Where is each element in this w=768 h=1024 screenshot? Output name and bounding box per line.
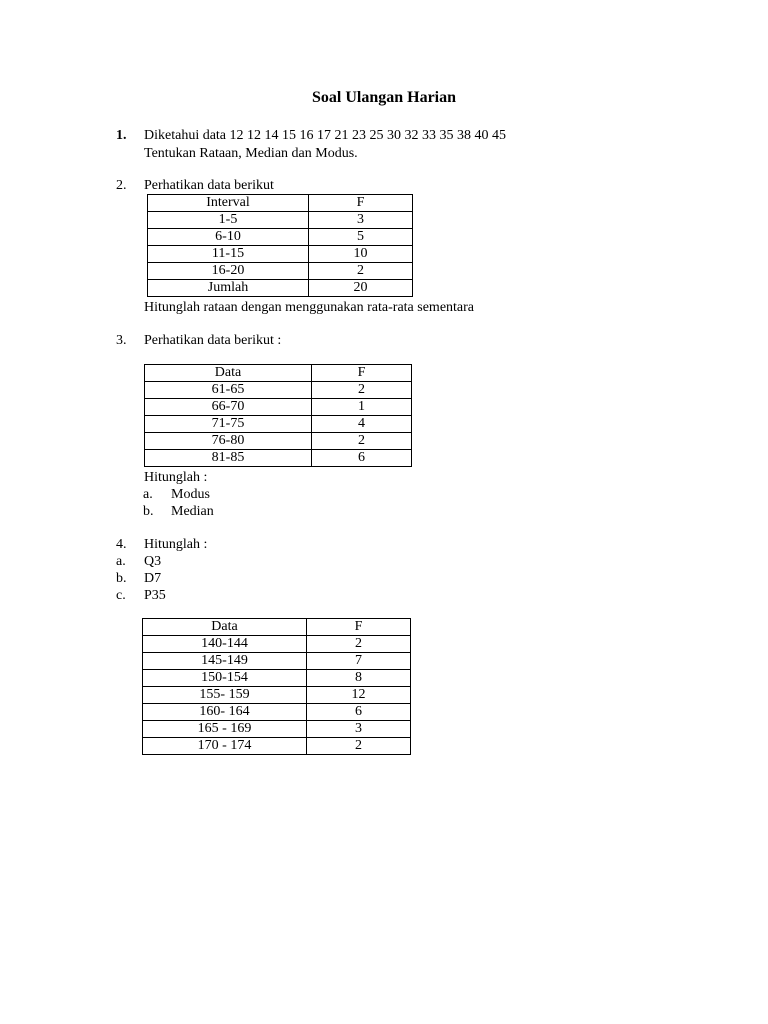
table-header-row xyxy=(148,195,413,212)
table-cell: 140-144 xyxy=(143,636,307,653)
list-item-letter: c. xyxy=(116,588,126,603)
table-header-cell: F xyxy=(309,195,413,212)
table-cell: 2 xyxy=(307,636,411,653)
table-cell: 8 xyxy=(307,670,411,687)
table-row xyxy=(148,280,413,297)
table-row xyxy=(145,416,412,433)
question-text: Tentukan Rataan, Median dan Modus. xyxy=(144,146,358,161)
table-cell: 10 xyxy=(309,246,413,263)
table-cell: 145-149 xyxy=(143,653,307,670)
table-cell: 2 xyxy=(307,738,411,755)
table-header-cell: F xyxy=(307,619,411,636)
question-text: Perhatikan data berikut : xyxy=(144,333,282,348)
question-text: Hitunglah : xyxy=(144,470,208,485)
page-title: Soal Ulangan Harian xyxy=(311,89,457,106)
question-number: 4. xyxy=(116,537,127,552)
table-header-cell: Data xyxy=(145,365,312,382)
data-table xyxy=(144,364,412,467)
question-number: 2. xyxy=(116,178,127,193)
question-text: Perhatikan data berikut xyxy=(144,178,274,193)
data-table xyxy=(142,618,411,755)
list-item-letter: b. xyxy=(116,571,127,586)
question-text: Diketahui data 12 12 14 15 16 17 21 23 25 30 32 33 35 38 40 45 xyxy=(144,128,507,143)
table-cell: 2 xyxy=(312,433,412,450)
table-row xyxy=(145,450,412,467)
table-cell: Jumlah xyxy=(148,280,309,297)
table-row xyxy=(145,399,412,416)
table-row xyxy=(148,229,413,246)
list-item: Q3 xyxy=(144,554,162,569)
table-cell: 76-80 xyxy=(145,433,312,450)
table-header-row xyxy=(145,365,412,382)
question-text: Hitunglah : xyxy=(144,537,208,552)
table-cell: 12 xyxy=(307,687,411,704)
table-row xyxy=(143,636,411,653)
table-header-cell: Interval xyxy=(148,195,309,212)
table-cell: 2 xyxy=(312,382,412,399)
table-row xyxy=(148,246,413,263)
table-cell: 11-15 xyxy=(148,246,309,263)
question-number: 3. xyxy=(116,333,127,348)
table-cell: 150-154 xyxy=(143,670,307,687)
table-cell: 3 xyxy=(307,721,411,738)
list-item-letter: b. xyxy=(143,504,154,519)
table-header-cell: F xyxy=(312,365,412,382)
table-cell: 66-70 xyxy=(145,399,312,416)
table-cell: 5 xyxy=(309,229,413,246)
table-cell: 6-10 xyxy=(148,229,309,246)
table-cell: 20 xyxy=(309,280,413,297)
table-cell: 165 - 169 xyxy=(143,721,307,738)
table-row xyxy=(143,687,411,704)
table-cell: 71-75 xyxy=(145,416,312,433)
table-cell: 6 xyxy=(307,704,411,721)
list-item: D7 xyxy=(144,571,162,586)
table-cell: 2 xyxy=(309,263,413,280)
table-row xyxy=(145,382,412,399)
table-row xyxy=(143,670,411,687)
table-cell: 170 - 174 xyxy=(143,738,307,755)
list-item: Median xyxy=(171,504,214,519)
table-row xyxy=(148,212,413,229)
table-cell: 61-65 xyxy=(145,382,312,399)
table-cell: 160- 164 xyxy=(143,704,307,721)
table-row xyxy=(143,704,411,721)
list-item-letter: a. xyxy=(116,554,126,569)
table-row xyxy=(148,263,413,280)
table-cell: 1-5 xyxy=(148,212,309,229)
question-text: Hitunglah rataan dengan menggunakan rata-rata sementara xyxy=(144,300,475,315)
list-item: P35 xyxy=(144,588,166,603)
question-number: 1. xyxy=(116,128,127,143)
table-cell: 4 xyxy=(312,416,412,433)
list-item: Modus xyxy=(171,487,210,502)
table-cell: 81-85 xyxy=(145,450,312,467)
table-cell: 6 xyxy=(312,450,412,467)
table-row xyxy=(143,653,411,670)
table-cell: 3 xyxy=(309,212,413,229)
table-cell: 16-20 xyxy=(148,263,309,280)
table-row xyxy=(143,721,411,738)
table-cell: 155- 159 xyxy=(143,687,307,704)
table-cell: 7 xyxy=(307,653,411,670)
list-item-letter: a. xyxy=(143,487,153,502)
table-row xyxy=(143,738,411,755)
table-header-cell: Data xyxy=(143,619,307,636)
table-row xyxy=(145,433,412,450)
data-table xyxy=(147,194,413,297)
table-cell: 1 xyxy=(312,399,412,416)
table-header-row xyxy=(143,619,411,636)
